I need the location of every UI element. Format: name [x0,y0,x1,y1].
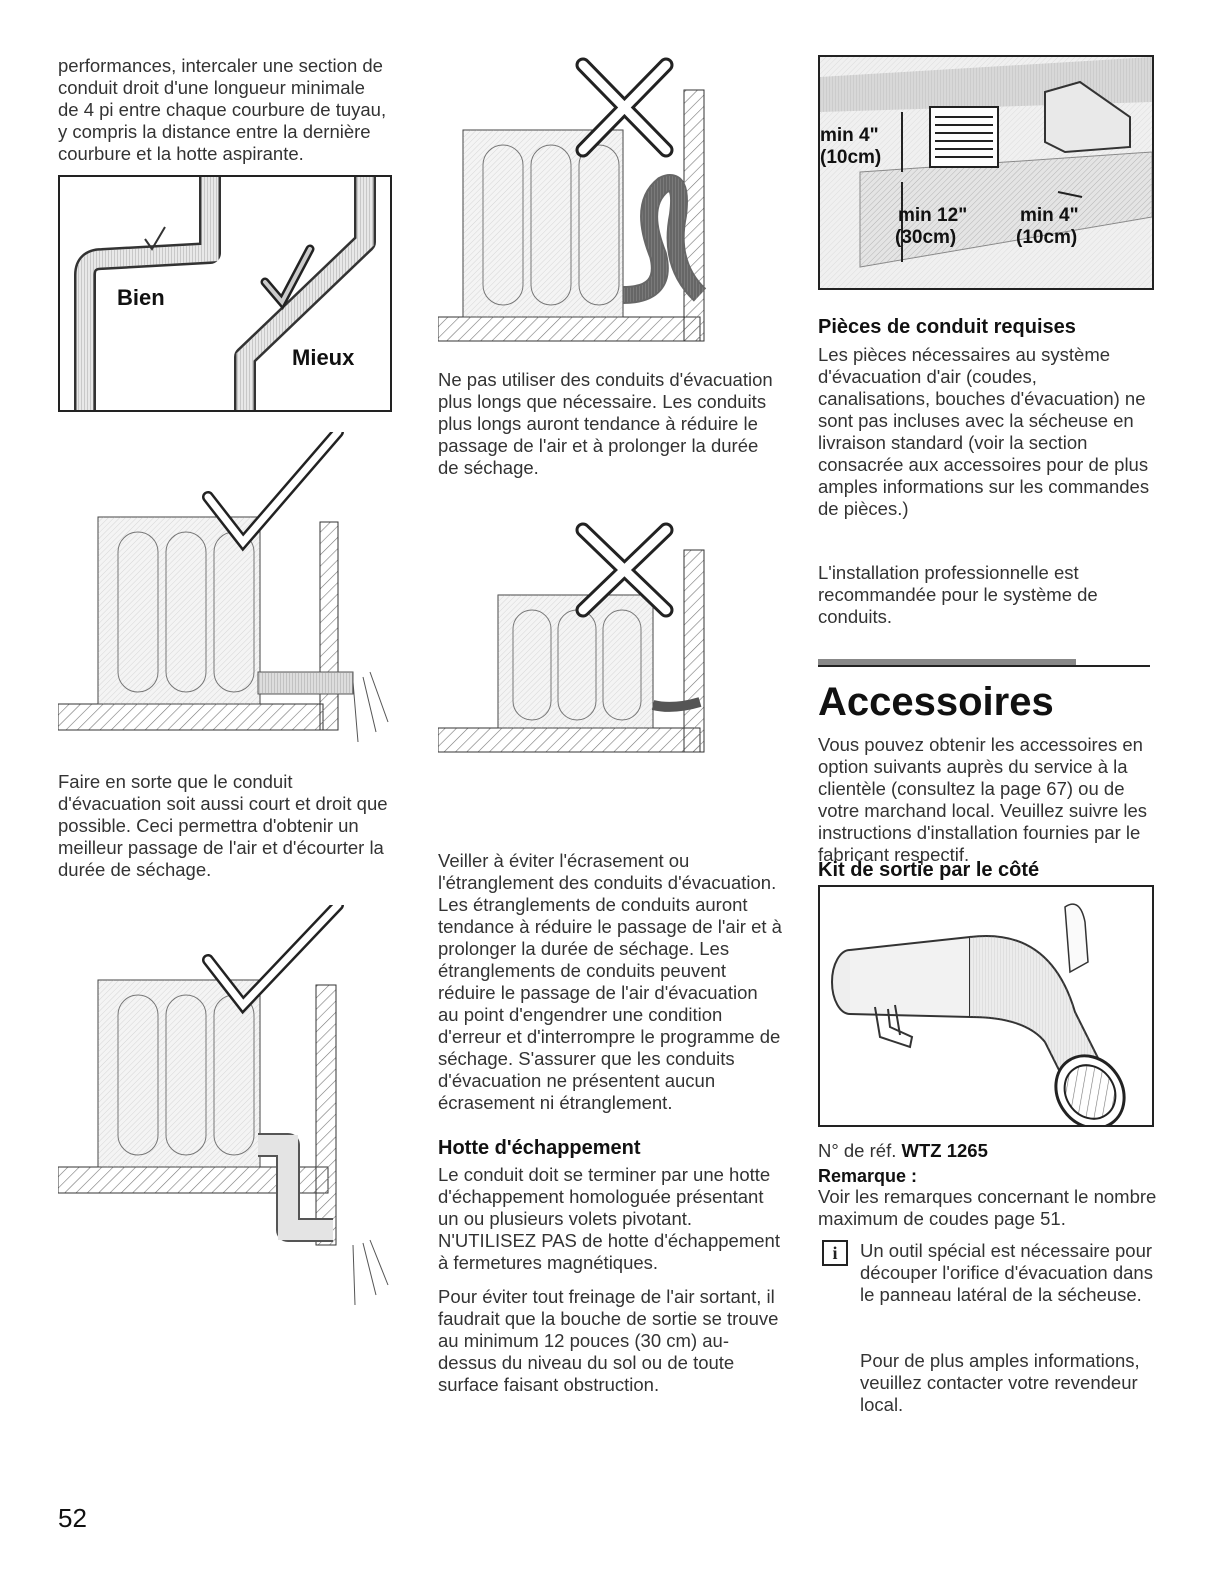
clearance-label-top-2: (10cm) [820,147,882,168]
info-paragraph-2: Pour de plus amples informations, veuillez contacter votre revendeur local. [860,1350,1140,1415]
parts-heading: Pièces de conduit requises [818,316,1076,338]
no-long-duct-paragraph: Ne pas utiliser des conduits d'évacuation plus longs que nécessaire. Les conduits plus longs auront tendance à réduire le passage de l'air et à prolonger la durée de séchage. [438,369,773,478]
parts-paragraph-2: L'installation professionnelle est recommandée pour le système de conduits. [818,562,1098,627]
no-crush-paragraph: Veiller à éviter l'écrasement ou l'étranglement des conduits d'évacuation. Les étranglements de conduits auront tendance à réduire le passage de l'air et à prolonger la durée de séchage. Les étranglements de conduits peuvent réduire le passage de l'air d'évacuation au point d'engendrer une condition d'erreur et d'interrompre le programme de séchage. S'assurer que les conduits d'évacuation ne présentent aucun écrasement ni étranglement. [438,850,782,1113]
kit-heading: Kit de sortie par le côté [818,859,1040,881]
long-duct-dryer-figure [438,55,793,355]
hood-paragraph-2: Pour éviter tout freinage de l'air sortant, il faudrait que la bouche de sortie se trouve au minimum 12 pouces (30 cm) au-dessus du niveau du sol ou de toute surface faisant obstruction. [438,1286,779,1395]
remark-heading: Remarque : [818,1166,918,1186]
x-mark-icon [583,65,666,150]
page-number: 52 [58,1503,87,1533]
label-mieux: Mieux [292,345,355,370]
short-duct-dryer-figure [58,432,398,752]
label-bien: Bien [117,285,165,310]
clearance-label-top-1: min 4" [820,125,879,146]
exhaust-hood-clearance-figure [818,55,1154,290]
intro-paragraph: performances, intercaler une section de conduit droit d'une longueur minimale de 4 pi entre chaque courbure de tuyau, y compris la distance entre la dernière courbure et la hotte aspirante. [58,55,387,164]
ref-value: WTZ 1265 [901,1140,988,1161]
side-vent-kit-figure [818,885,1154,1127]
clearance-label-side-1: min 4" [1020,205,1079,226]
remark-paragraph: Voir les remarques concernant le nombre maximum de coudes page 51. [818,1186,1157,1229]
short-straight-paragraph: Faire en sorte que le conduit d'évacuation soit aussi court et droit que possible. Ceci permettra d'obtenir un meilleur passage de l'air et d'écourter la durée de séchage. [58,771,388,880]
clearance-label-floor-1: min 12" [898,205,968,226]
elbow-duct-dryer-figure [58,905,398,1315]
clearance-label-side-2: (10cm) [1016,227,1078,248]
hood-heading: Hotte d'échappement [438,1137,641,1159]
hood-paragraph-1: Le conduit doit se terminer par une hotte d'échappement homologuée présentant un ou plusieurs volets pivotant. N'UTILISEZ PAS de hotte d'échappement à fermetures magnétiques. [438,1164,780,1273]
parts-paragraph-1: Les pièces nécessaires au système d'évacuation d'air (coudes, canalisations, bouches d'évacuation) ne sont pas incluses avec la sécheuse en livraison standard (voir la section consacrée aux accessoires pour de plus amples informations sur les commandes de pièces.) [818,344,1150,519]
section-divider [818,659,1150,667]
ref-number-line [818,1140,1158,1162]
accessories-heading: Accessoires [818,680,1054,724]
accessories-paragraph: Vous pouvez obtenir les accessoires en option suivants auprès du service à la clientèle (consultez la page 67) ou de votre marchand local. Veuillez suivre les instructions d'installation fournies par le fabricant respectif. [818,734,1148,865]
info-paragraph-1: Un outil spécial est nécessaire pour découper l'orifice d'évacuation dans le panneau latéral de la sécheuse. [860,1240,1153,1305]
crushed-duct-dryer-figure [438,520,793,760]
info-icon: i [822,1240,848,1266]
ref-prefix: N° de réf. [818,1140,897,1161]
duct-bend-figure [58,175,392,412]
clearance-label-floor-2: (30cm) [895,227,957,248]
